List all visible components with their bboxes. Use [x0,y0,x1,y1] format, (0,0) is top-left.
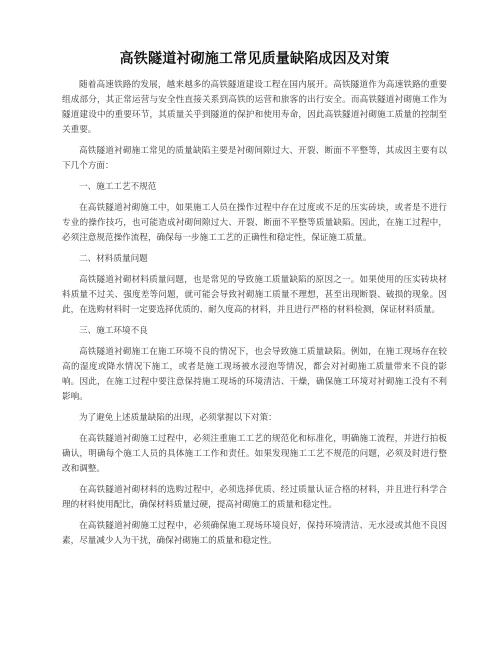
section-1-paragraph: 在高铁隧道衬砌施工中，如果施工人员在操作过程中存在过度或不足的压实砖块，或者是不进行专业的操作技巧，也可能造成衬砌间隙过大、开裂、断面不平整等质量缺陷。因此，在施工过程中，必须注意规范操作流程，确保每一步施工工艺的正确性和稳定性，保证施工质量。 [62,203,447,243]
section-2-paragraph: 高铁隧道衬砌材料质量问题，也是常见的导致施工质量缺陷的原因之一。如果使用的压实砖块材料质量不过关、强度差等问题，就可能会导致衬砌施工质量不理想，甚至出现断裂、破损的现象。因此，在选购材料时一定要选择优质的、耐久度高的材料，并且进行严格的材料检测，保证材料质量。 [62,275,447,315]
section-heading-3: 三、施工环境不良 [79,326,148,336]
section-3-paragraph: 高铁隧道衬砌施工在施工环境不良的情况下，也会导致施工质量缺陷。例如，在施工现场存在较高的湿度或降水情况下施工，或者是施工现场被水浸泡等情况，都会对衬砌施工质量带来不良的影响。因此，在施工过程中要注意保持施工现场的环境清洁、干燥，确保施工环境对衬砌施工没有不利影响。 [62,347,447,402]
causes-intro-paragraph: 高铁隧道衬砌施工常见的质量缺陷主要是衬砌间隙过大、开裂、断面不平整等，其成因主要有以下几个方面： [62,146,447,171]
intro-paragraph: 随着高速铁路的发展，越来越多的高铁隧道建设工程在国内展开。高铁隧道作为高速铁路的重要组成部分，其正常运营与安全性直接关系到高铁的运营和旅客的出行安全。而高铁隧道衬砌施工作为隧道建设中的重要环节，其质量关乎到隧道的保护和使用寿命，因此高铁隧道衬砌施工质量的控制至关重要。 [62,80,447,135]
measures-intro-paragraph: 为了避免上述质量缺陷的出现，必须掌握以下对策： [79,413,277,423]
section-heading-2: 二、材料质量问题 [79,254,148,264]
measure-paragraph-3: 在高铁隧道衬砌施工过程中，必须确保施工现场环境良好，保持环境清洁、无水浸或其他不良因素，尽量减少人为干扰，确保衬砌施工的质量和稳定性。 [62,521,447,546]
section-heading-1: 一、施工工艺不规范 [79,182,157,192]
measure-paragraph-2: 在高铁隧道衬砌材料的选购过程中，必须选择优质、经过质量认证合格的材料，并且进行科学合理的材料使用配比，确保材料质量过硬，提高衬砌施工的质量和稳定性。 [62,485,447,510]
document-title: 高铁隧道衬砌施工常见质量缺陷成因及对策 [119,51,390,67]
measure-paragraph-1: 在高铁隧道衬砌施工过程中，必须注重施工工艺的规范化和标准化，明确施工流程，并进行拍板确认，明确每个施工人员的具体施工工作和责任。如果发现施工工艺不规范的问题，必须及时进行整改和调整。 [62,434,447,474]
